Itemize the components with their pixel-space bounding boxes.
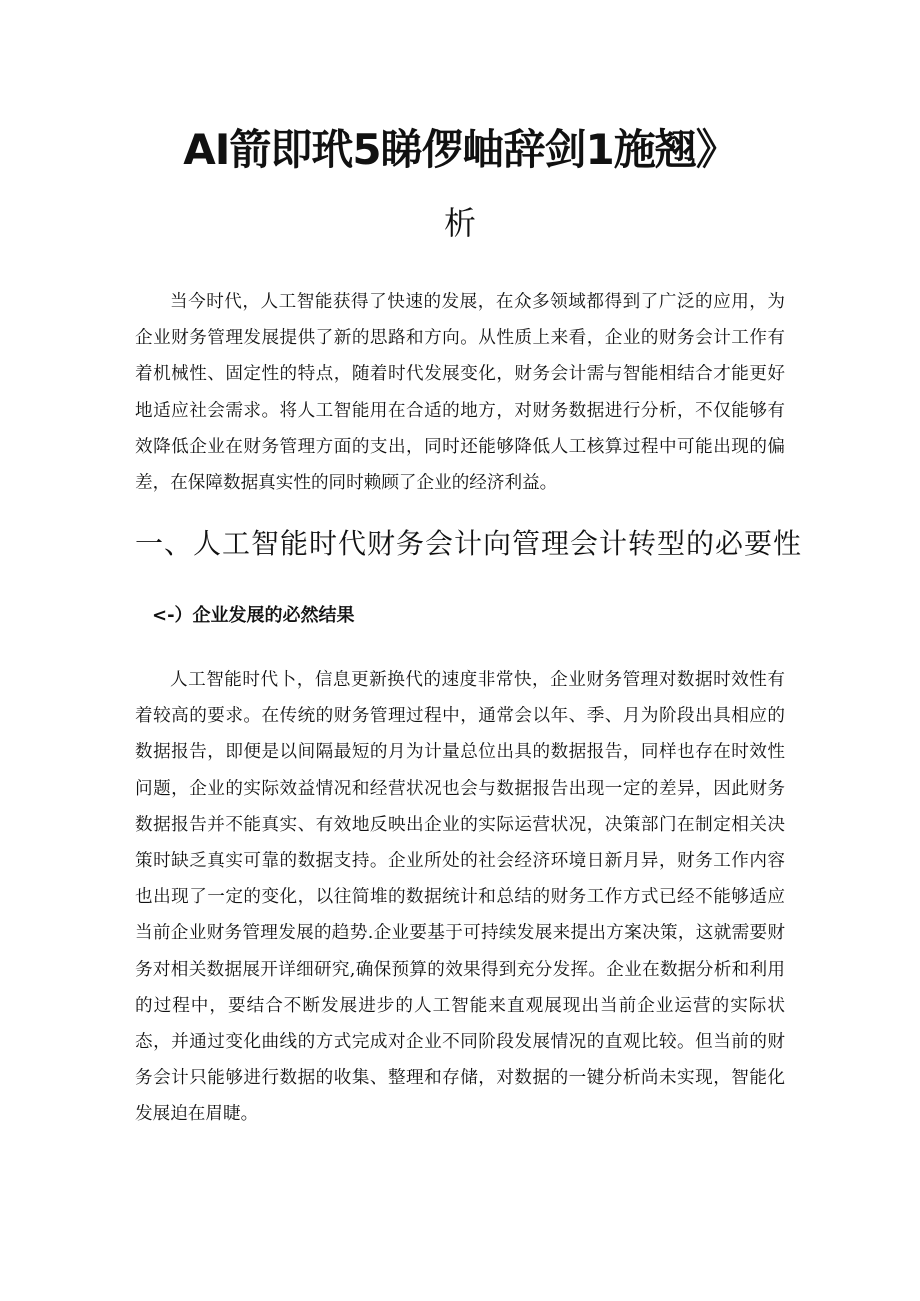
section-heading: 一、人工智能时代财务会计向管理会计转型的必要性	[135, 527, 803, 560]
body-paragraph: 人工智能时代卜，信息更新换代的速度非常快，企业财务管理对数据时效性有着较高的要求。在传统的财务管理过程中，通常会以年、季、月为阶段出具相应的数据报告，即便是以间隔最短的月为计量总位出具的数据报告，同样也存在时效性问题，企业的实际效益情况和经营状况也会与数据报告出现一定的差异，因此财务数据报告并不能真实、有效地反映出企业的实际运营状况，决策部门在制定相关决策时缺乏真实可靠的数据支持。企业所处的社会经济环境日新月异，财务工作内容也出现了一定的变化，以往简堆的数据统计和总结的财务工作方式已经不能够适应当前企业财务管理发展的趋势.企业要基于可持续发展来提出方案决策，这就需要财务对相关数据展开详细研究,确保预算的效果得到充分发挥。企业在数据分析和利用的过程中，要结合不断发展进步的人工智能来直观展现出当前企业运营的实际状态，并通过变化曲线的方式完成对企业不同阶段发展情况的直观比较。但当前的财务会计只能够进行数据的收集、整理和存储，对数据的一键分析尚未实现，智能化发展迫在眉睫。	[135, 670, 785, 1125]
document-title-continuation: 析	[443, 204, 476, 242]
document-title: AI箭即玳5睇㑩岫辞剑1施翘》	[183, 125, 737, 174]
intro-paragraph: 当今时代，人工智能获得了快速的发展，在众多领域都得到了广泛的应用，为企业财务管理发展提供了新的思路和方向。从性质上来看，企业的财务会计工作有着机械性、固定性的特点，随着时代发展变化，财务会计需与智能相结合才能更好地适应社会需求。将人工智能用在合适的地方，对财务数据进行分析，不仅能够有效降低企业在财务管理方面的支出，同时还能够降低人工核算过程中可能出现的偏差，在保障数据真实性的同时赖顾了企业的经济利益。	[135, 292, 785, 494]
subsection-heading: <-）企业发展的必然结果	[152, 605, 355, 626]
